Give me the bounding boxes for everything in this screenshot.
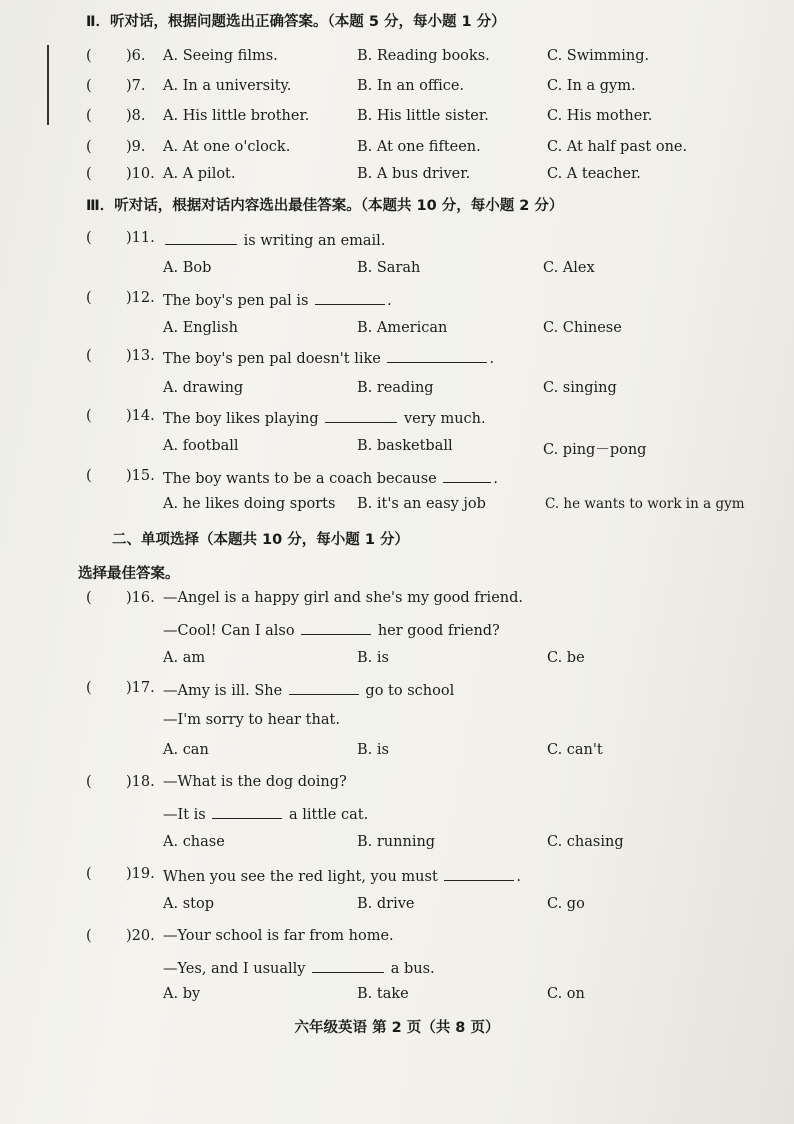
question-15-options (0, 496, 794, 518)
option-a: A. His little brother. (163, 108, 310, 124)
question-number: )11. (126, 230, 155, 246)
option-c: C. can't (547, 742, 603, 758)
option-a: A. he likes doing sports (163, 496, 336, 512)
question-number: )16. (126, 590, 155, 606)
answer-paren-open[interactable]: ( (86, 48, 92, 64)
option-c: C. Swimming. (547, 48, 650, 64)
question-14 (0, 408, 794, 430)
answer-blank[interactable] (315, 290, 385, 305)
option-b: B. drive (357, 896, 415, 912)
question-number: )9. (126, 139, 146, 155)
option-c: C. Chinese (543, 320, 622, 336)
question-number: )19. (126, 866, 155, 882)
question-13-options (0, 380, 794, 402)
option-b: B. basketball (357, 438, 453, 454)
part-2-instruction: 选择最佳答案。 (78, 566, 180, 582)
answer-paren-open[interactable]: ( (86, 408, 92, 424)
question-stem: The boy likes playing very much. (163, 408, 486, 427)
option-b: B. is (357, 742, 389, 758)
question-20-options (0, 986, 794, 1008)
question-17-line-2: —I'm sorry to hear that. (163, 712, 340, 728)
question-number: )13. (126, 348, 155, 364)
answer-blank[interactable] (301, 620, 371, 635)
question-stem: is writing an email. (163, 230, 385, 249)
answer-blank[interactable] (212, 804, 282, 819)
question-number: )15. (126, 468, 155, 484)
option-b: B. reading (357, 380, 434, 396)
option-a: A. stop (163, 896, 214, 912)
question-13 (0, 348, 794, 370)
answer-blank[interactable] (165, 230, 237, 245)
answer-paren-open[interactable]: ( (86, 78, 92, 94)
question-16-line-2: —Cool! Can I also her good friend? (0, 620, 794, 642)
section-3-title: Ⅲ．听对话，根据对话内容选出最佳答案。（本题共 10 分，每小题 2 分） (86, 198, 564, 214)
option-a: A. A pilot. (163, 166, 236, 182)
answer-blank[interactable] (387, 348, 487, 363)
question-15 (0, 468, 794, 490)
question-stem: The boy's pen pal is . (163, 290, 392, 309)
option-a: A. drawing (163, 380, 244, 396)
option-c: C. chasing (547, 834, 624, 850)
question-18 (0, 774, 794, 796)
option-c: C. In a gym. (547, 78, 636, 94)
question-19 (0, 866, 794, 888)
answer-paren-open[interactable]: ( (86, 680, 92, 696)
option-a: A. am (163, 650, 206, 666)
question-17 (0, 680, 794, 702)
question-stem: The boy's pen pal doesn't like . (163, 348, 494, 367)
part-2-title: 二、单项选择（本题共 10 分，每小题 1 分） (112, 532, 409, 548)
question-20-line-2: —Yes, and I usually a bus. (0, 958, 794, 980)
question-number: )10. (126, 166, 155, 182)
option-b: B. In an office. (357, 78, 465, 94)
answer-paren-open[interactable]: ( (86, 866, 92, 882)
option-a: A. At one o'clock. (163, 139, 291, 155)
section-2-title: Ⅱ．听对话，根据问题选出正确答案。（本题 5 分，每小题 1 分） (86, 14, 506, 30)
option-b: B. Sarah (357, 260, 421, 276)
option-b: B. At one fifteen. (357, 139, 481, 155)
question-9 (0, 139, 794, 161)
answer-paren-open[interactable]: ( (86, 108, 92, 124)
question-line-1: —What is the dog doing? (163, 774, 347, 790)
question-line-1: —Amy is ill. She go to school (163, 680, 454, 699)
question-12 (0, 290, 794, 312)
answer-paren-open[interactable]: ( (86, 139, 92, 155)
option-b: B. Reading books. (357, 48, 490, 64)
page-footer: 六年级英语 第 2 页（共 8 页） (294, 1020, 500, 1036)
question-number: )7. (126, 78, 146, 94)
option-c: C. A teacher. (547, 166, 641, 182)
option-c: C. singing (543, 380, 617, 396)
answer-paren-open[interactable]: ( (86, 590, 92, 606)
question-10 (0, 166, 794, 188)
question-19-options (0, 896, 794, 918)
answer-paren-open[interactable]: ( (86, 290, 92, 306)
option-c: C. ping－pong (543, 442, 647, 458)
option-c: C. Alex (543, 260, 595, 276)
question-16 (0, 590, 794, 612)
question-number: )8. (126, 108, 146, 124)
question-6 (0, 48, 794, 70)
question-18-options (0, 834, 794, 856)
option-c: C. he wants to work in a gym (545, 496, 745, 512)
option-a: A. In a university. (163, 78, 292, 94)
question-line-1: —Your school is far from home. (163, 928, 394, 944)
answer-blank[interactable] (289, 680, 359, 695)
question-line-1: —Angel is a happy girl and she's my good friend. (163, 590, 524, 606)
option-c: C. At half past one. (547, 139, 688, 155)
answer-blank[interactable] (444, 866, 514, 881)
question-number: )12. (126, 290, 155, 306)
option-c: C. be (547, 650, 585, 666)
question-12-options (0, 320, 794, 342)
question-14-options (0, 438, 794, 460)
question-11-options (0, 260, 794, 282)
answer-blank[interactable] (312, 958, 384, 973)
question-number: )14. (126, 408, 155, 424)
question-stem: The boy wants to be a coach because . (163, 468, 498, 487)
option-a: A. chase (163, 834, 225, 850)
option-a: A. football (163, 438, 239, 454)
answer-blank[interactable] (325, 408, 397, 423)
option-b: B. American (357, 320, 448, 336)
answer-paren-open[interactable]: ( (86, 468, 92, 484)
option-b: B. A bus driver. (357, 166, 471, 182)
answer-paren-open[interactable]: ( (86, 774, 92, 790)
question-8 (0, 108, 794, 130)
option-a: A. Bob (163, 260, 212, 276)
answer-paren-open[interactable]: ( (86, 230, 92, 246)
option-b: B. running (357, 834, 436, 850)
option-b: B. His little sister. (357, 108, 489, 124)
answer-paren-open[interactable]: ( (86, 348, 92, 364)
option-b: B. it's an easy job (357, 496, 486, 512)
option-a: A. English (163, 320, 238, 336)
option-c: C. go (547, 896, 585, 912)
question-16-options (0, 650, 794, 672)
question-number: )17. (126, 680, 155, 696)
option-a: A. by (163, 986, 201, 1002)
question-number: )18. (126, 774, 155, 790)
question-20 (0, 928, 794, 950)
question-18-line-2: —It is a little cat. (0, 804, 794, 826)
answer-paren-open[interactable]: ( (86, 928, 92, 944)
option-a: A. Seeing films. (163, 48, 278, 64)
question-line-1: When you see the red light, you must . (163, 866, 521, 885)
question-number: )6. (126, 48, 146, 64)
answer-blank[interactable] (443, 468, 491, 483)
option-c: C. on (547, 986, 585, 1002)
question-11 (0, 230, 794, 252)
option-a: A. can (163, 742, 209, 758)
option-b: B. is (357, 650, 389, 666)
question-number: )20. (126, 928, 155, 944)
answer-paren-open[interactable]: ( (86, 166, 92, 182)
question-7 (0, 78, 794, 100)
question-17-options (0, 742, 794, 764)
option-c: C. His mother. (547, 108, 653, 124)
option-b: B. take (357, 986, 409, 1002)
